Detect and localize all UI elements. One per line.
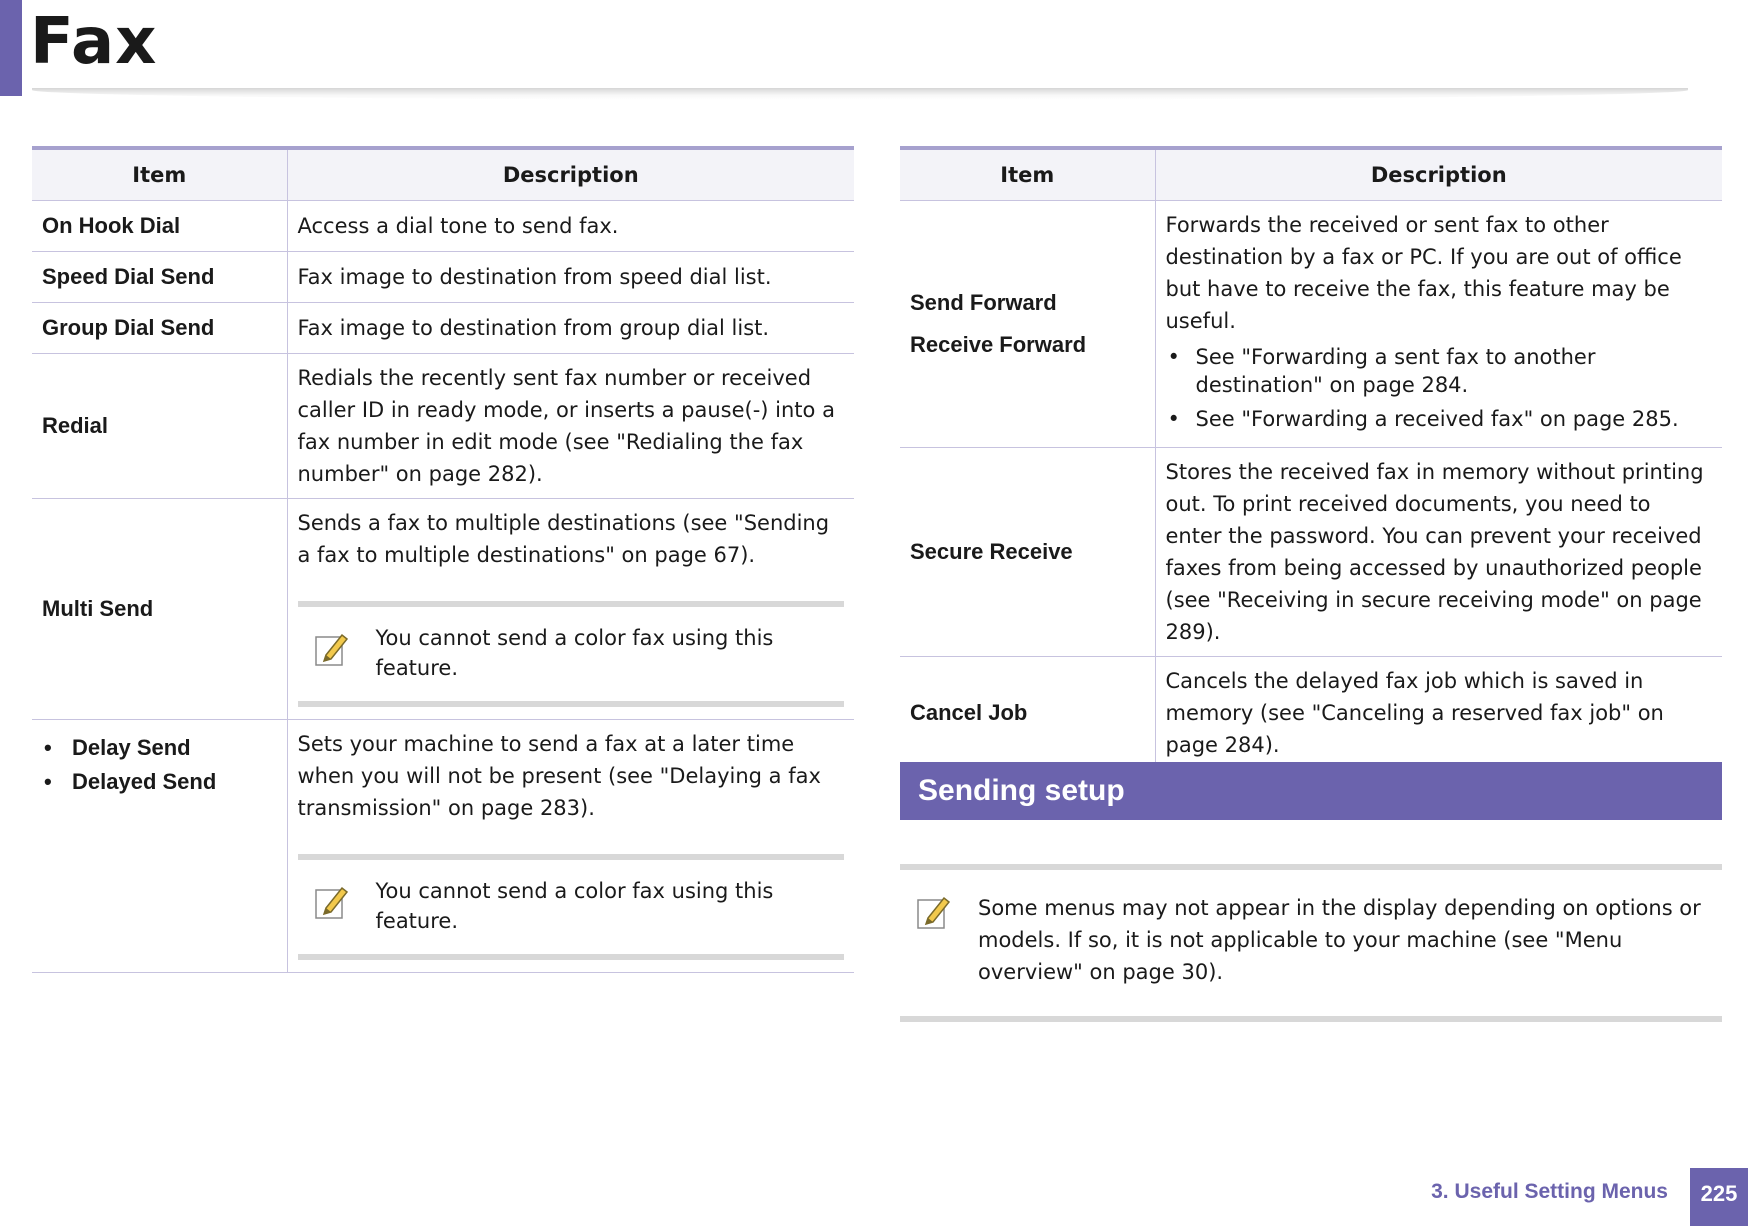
table-row [32,201,854,252]
bullet-icon: • [1167,407,1180,431]
section-heading: Sending setup [900,762,1722,820]
table-row [900,201,1722,448]
item-label: Send Forward [910,290,1057,315]
note-text: You cannot send a color fax using this feature. [375,879,774,933]
description-cell: Redials the recently sent fax number or received caller ID in ready mode, or inserts a pause(-) into a fax number in edit mode (see "Redialing the fax number" on page 282). [287,354,854,499]
item-cell: Multi Send [32,499,287,720]
description-cell: Access a dial tone to send fax. [287,201,854,252]
right-spec-table [900,146,1722,770]
table-header-row [900,148,1722,201]
table-row [32,252,854,303]
header-accent-bar [0,0,22,96]
pencil-note-icon [914,892,954,932]
bullet-icon: • [44,769,52,794]
footer-chapter: 3. Useful Setting Menus [1431,1180,1668,1203]
table-row [900,657,1722,770]
list-item: • See "Forwarding a sent fax to another destination" on page 284. [1167,345,1596,397]
note-box [298,854,845,960]
description-cell [287,499,854,720]
table-header-row [32,148,854,201]
description-text: Forwards the received or sent fax to other destination by a fax or PC. If you are out of office but have to receive the fax, this feature may be useful. [1165,213,1682,333]
table-row [32,720,854,973]
table-row [32,303,854,354]
item-cell: Secure Receive [900,448,1155,657]
col-header-item: Item [900,148,1155,201]
bullet-icon: • [1167,345,1180,369]
item-label: Receive Forward [910,332,1087,357]
description-cell: Cancels the delayed fax job which is saved in memory (see "Canceling a reserved fax job" on page 284). [1155,657,1722,770]
pencil-note-icon [312,882,352,922]
note-box [298,601,845,707]
item-cell: Redial [32,354,287,499]
section-note-box [900,864,1722,1022]
item-cell: Cancel Job [900,657,1155,770]
description-cell: Fax image to destination from speed dial list. [287,252,854,303]
description-cell: Fax image to destination from group dial list. [287,303,854,354]
description-cell: Stores the received fax in memory without printing out. To print received documents, you need to enter the password. You can prevent your received faxes from being accessed by unauthorized people (see "Receiving in secure receiving mode" on page 289). [1155,448,1722,657]
list-item: • Delay Send [44,735,191,760]
item-list [42,734,277,796]
title-divider [32,88,1688,100]
item-cell: On Hook Dial [32,201,287,252]
table-row [32,499,854,720]
table-row [32,354,854,499]
list-item: • Delayed Send [44,769,217,794]
description-text: Sends a fax to multiple destinations (see "Sending a fax to multiple destinations" on page 67). [297,511,830,567]
description-cell [1155,201,1722,448]
page-number: 225 [1690,1168,1748,1226]
item-cell: Speed Dial Send [32,252,287,303]
description-cell [287,720,854,973]
col-header-description: Description [287,148,854,201]
description-text: Sets your machine to send a fax at a later time when you will not be present (see "Delaying a fax transmission" on page 283). [297,732,821,820]
pencil-note-icon [312,629,352,669]
left-spec-table [32,146,854,973]
note-text: Some menus may not appear in the display depending on options or models. If so, it is not applicable to your machine (see "Menu overview" on page 30). [978,896,1701,984]
item-cell: Group Dial Send [32,303,287,354]
page-title: Fax [30,5,158,79]
item-cell [32,720,287,973]
bullet-list [1166,343,1713,433]
table-row [900,448,1722,657]
col-header-description: Description [1155,148,1722,201]
col-header-item: Item [32,148,287,201]
note-text: You cannot send a color fax using this feature. [375,626,774,680]
list-item: • See "Forwarding a received fax" on page 285. [1167,407,1679,431]
item-cell [900,201,1155,448]
bullet-icon: • [44,735,52,760]
